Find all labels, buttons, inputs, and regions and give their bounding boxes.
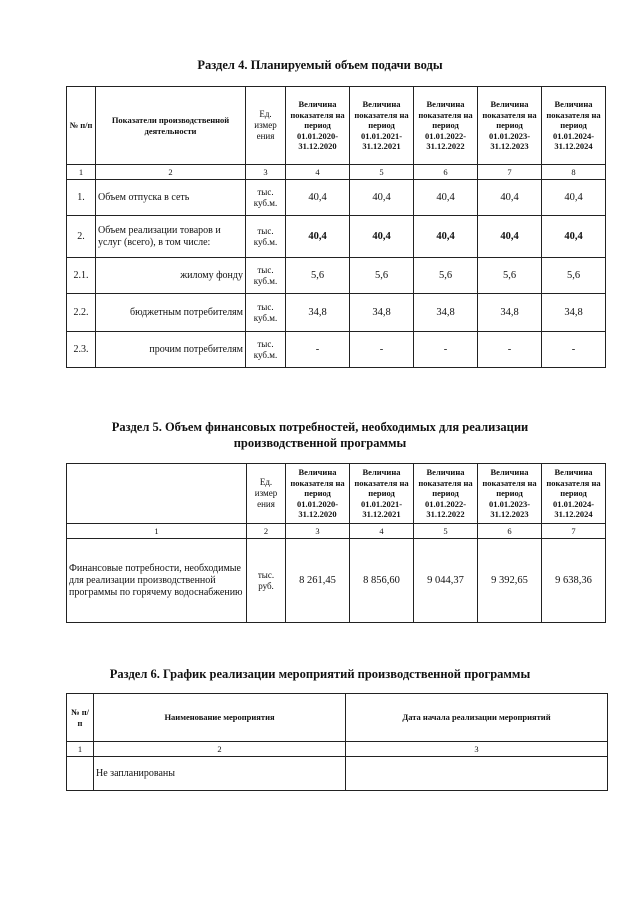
row-num: 2.2. [67, 294, 96, 332]
col-number: 3 [346, 742, 608, 757]
column-number-row [67, 524, 606, 539]
row-value: 40,4 [350, 216, 414, 258]
row-value: 9 044,37 [414, 539, 478, 623]
row-value: 40,4 [286, 216, 350, 258]
row-value: - [414, 332, 478, 368]
table-row [67, 216, 606, 258]
row-num [67, 757, 94, 791]
row-value: 40,4 [414, 180, 478, 216]
section5-title-line1: Раздел 5. Объем финансовых потребностей, необходимых для реализации [111, 420, 529, 434]
row-unit: тыс. куб.м. [246, 332, 286, 368]
row-value: 40,4 [542, 216, 606, 258]
table-row [67, 180, 606, 216]
col-number: 5 [414, 524, 478, 539]
header-unit: Ед. измер ения [246, 87, 286, 165]
table-row [67, 539, 606, 623]
column-number-row [67, 742, 608, 757]
col-number: 7 [542, 524, 606, 539]
header-period-2024: Величина показателя на период 01.01.2024-31.12.2024 [542, 87, 606, 165]
header-num: № п/п [67, 694, 94, 742]
row-value: 40,4 [414, 216, 478, 258]
section4-table [66, 86, 606, 368]
column-number-row [67, 165, 606, 180]
col-number: 2 [96, 165, 246, 180]
header-period-2023: Величина показателя на период 01.01.2023-31.12.2023 [478, 464, 542, 524]
section4-title: Раздел 4. Планируемый объем подачи воды [197, 58, 443, 72]
row-num: 1. [67, 180, 96, 216]
row-value: 5,6 [350, 258, 414, 294]
row-unit: тыс. куб.м. [246, 294, 286, 332]
table-row [67, 332, 606, 368]
section6-title: Раздел 6. График реализации мероприятий производственной программы [109, 667, 531, 681]
header-period-2021: Величина показателя на период 01.01.2021-31.12.2021 [350, 464, 414, 524]
header-period-2020: Величина показателя на период 01.01.2020-31.12.2020 [286, 464, 350, 524]
header-period-2021: Величина показателя на период 01.01.2021-31.12.2021 [350, 87, 414, 165]
row-num: 2. [67, 216, 96, 258]
row-value: 34,8 [478, 294, 542, 332]
row-name: Объем отпуска в сеть [96, 180, 246, 216]
row-value: 5,6 [414, 258, 478, 294]
col-number: 1 [67, 742, 94, 757]
row-value: - [478, 332, 542, 368]
header-name: Наименование мероприятия [94, 694, 346, 742]
header-indicator: Показатели производственной деятельности [96, 87, 246, 165]
col-number: 4 [350, 524, 414, 539]
col-number: 2 [94, 742, 346, 757]
row-unit: тыс. руб. [247, 539, 286, 623]
row-value: 34,8 [542, 294, 606, 332]
row-value: 34,8 [350, 294, 414, 332]
col-number: 1 [67, 165, 96, 180]
header-period-2022: Величина показателя на период 01.01.2022-31.12.2022 [414, 464, 478, 524]
row-value: - [542, 332, 606, 368]
row-value: 9 638,36 [542, 539, 606, 623]
table-row [67, 757, 608, 791]
row-value: - [286, 332, 350, 368]
row-num: 2.3. [67, 332, 96, 368]
col-number: 6 [478, 524, 542, 539]
row-value: 40,4 [478, 180, 542, 216]
row-value: 40,4 [286, 180, 350, 216]
row-name: Не запланированы [94, 757, 346, 791]
header-period-2024: Величина показателя на период 01.01.2024-31.12.2024 [542, 464, 606, 524]
col-number: 7 [478, 165, 542, 180]
row-num: 2.1. [67, 258, 96, 294]
header-period-2020: Величина показателя на период 01.01.2020-31.12.2020 [286, 87, 350, 165]
col-number: 5 [350, 165, 414, 180]
row-value: 8 261,45 [286, 539, 350, 623]
row-value: - [350, 332, 414, 368]
row-name: прочим потребителям [96, 332, 246, 368]
col-number: 3 [246, 165, 286, 180]
row-unit: тыс. куб.м. [246, 180, 286, 216]
row-value: 34,8 [414, 294, 478, 332]
table-row [67, 258, 606, 294]
header-period-2023: Величина показателя на период 01.01.2023-31.12.2023 [478, 87, 542, 165]
section5-table [66, 463, 606, 623]
table-row [67, 294, 606, 332]
row-value: 40,4 [350, 180, 414, 216]
row-value: 40,4 [478, 216, 542, 258]
header-date: Дата начала реализации мероприятий [346, 694, 608, 742]
row-name: Финансовые потребности, необходимые для реализации производственной программы по горячему водоснабжению [67, 539, 247, 623]
row-value: 8 856,60 [350, 539, 414, 623]
row-value: 9 392,65 [478, 539, 542, 623]
row-value: 40,4 [542, 180, 606, 216]
row-unit: тыс. куб.м. [246, 258, 286, 294]
col-number: 3 [286, 524, 350, 539]
row-name: бюджетным потребителям [96, 294, 246, 332]
row-unit: тыс. куб.м. [246, 216, 286, 258]
row-name: жилому фонду [96, 258, 246, 294]
row-value: 34,8 [286, 294, 350, 332]
section6-table [66, 693, 608, 791]
row-value: 5,6 [542, 258, 606, 294]
col-number: 4 [286, 165, 350, 180]
col-number: 6 [414, 165, 478, 180]
row-date [346, 757, 608, 791]
col-number: 1 [67, 524, 247, 539]
header-num: № п/п [67, 87, 96, 165]
row-value: 5,6 [286, 258, 350, 294]
section5-title-line2: производственной программы [233, 436, 407, 450]
header-indicator-empty [67, 464, 247, 524]
col-number: 2 [247, 524, 286, 539]
header-unit: Ед. измер ения [247, 464, 286, 524]
header-period-2022: Величина показателя на период 01.01.2022-31.12.2022 [414, 87, 478, 165]
row-name: Объем реализации товаров и услуг (всего), в том числе: [96, 216, 246, 258]
row-value: 5,6 [478, 258, 542, 294]
col-number: 8 [542, 165, 606, 180]
